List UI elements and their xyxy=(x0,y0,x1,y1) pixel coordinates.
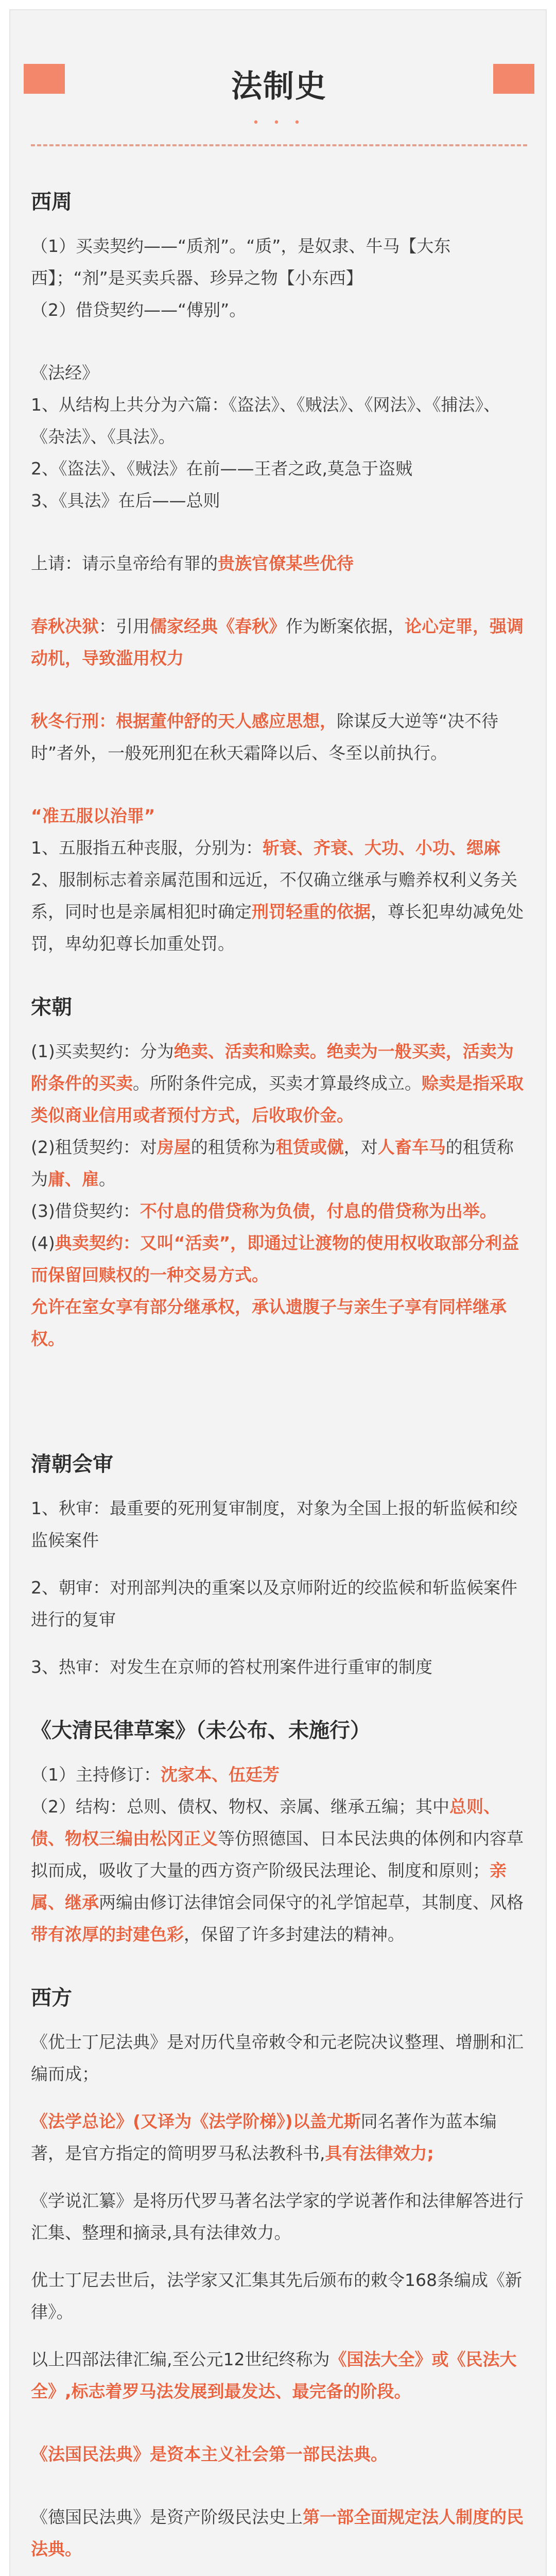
shangqing-paragraph xyxy=(31,548,525,580)
wufu-2-text-2: ，尊长犯卑幼减免处罚，卑幼犯尊长加重处罚。 xyxy=(31,902,524,954)
qing-item-3: 3、热审：对发生在京师的笞杖刑案件进行重审的制度 xyxy=(31,1657,432,1677)
header xyxy=(10,10,548,129)
section-heading-west: 西方 xyxy=(31,1986,72,2010)
song-item-5: 允许在室女享有部分继承权，承认遗腹子与亲生子享有同样继承权。 xyxy=(31,1297,507,1349)
shangqing-text: 上请：请示皇帝给有罪的 xyxy=(31,553,218,573)
wufu-title: “准五服以治罪” xyxy=(31,806,155,826)
song-2-hl-b: 租赁或僦 xyxy=(275,1137,344,1157)
wufu-1-highlight: 斩衰、齐衰、大功、小功、缌麻 xyxy=(263,838,500,858)
zhou-contract-1: （1）买卖契约——“质剂”。“质”，是奴隶、牛马【大东西】；“剂”是买卖兵器、珍异之物【小东西】 xyxy=(31,236,451,288)
daqing-item-1 xyxy=(31,1759,525,1791)
qiudong-paragraph xyxy=(31,705,525,769)
west-5-highlight: 《国法大全》或《民法大全》,标志着罗马法发展到最发达、最完备的阶段。 xyxy=(31,2349,517,2401)
song-2-text: (2)租赁契约：对 xyxy=(31,1137,157,1157)
song-2-text-e: 。 xyxy=(99,1169,116,1189)
wufu-item-1 xyxy=(31,832,525,864)
section-heading-song: 宋朝 xyxy=(31,995,72,1019)
daqing-2-hl-c: 带有浓厚的封建色彩 xyxy=(31,1924,184,1944)
song-1-text: (1)买卖契约：分为 xyxy=(31,1041,174,1061)
wufu-2-text: 2、服制标志着亲属范围和远近，不仅确立继承与赡养权利义务关系，同时也是亲属相犯时确定 xyxy=(31,870,517,922)
song-2-hl-c: 人畜车马 xyxy=(377,1137,446,1157)
qiudong-term: 秋冬行刑：根据董仲舒的天人感应思想， xyxy=(31,711,337,731)
chunqiu-text-2: 作为断案依据， xyxy=(286,616,405,636)
section-heading-zhou: 西周 xyxy=(31,190,72,214)
fajing-item-1: 1、从结构上共分为六篇：《盗法》、《贼法》、《网法》、《捕法》、《杂法》、《具法》。 xyxy=(31,395,500,447)
west-item-6: 《法国民法典》是资本主义社会第一部民法典。 xyxy=(31,2444,388,2464)
wufu-2-highlight: 刑罚轻重的依据 xyxy=(252,902,371,922)
daqing-2-text: （2）结构：总则、债权、物权、亲属、继承五编；其中 xyxy=(31,1797,449,1817)
section-heading-daqing: 《大清民律草案》（未公布、未施行） xyxy=(31,1719,371,1742)
west-item-7 xyxy=(31,2501,525,2565)
west-2-text: 同名著作为蓝本编著，是官方指定的简明罗马私法教科书, xyxy=(31,2111,497,2163)
song-1-text-2: 。所附条件完成，买卖才算最终成立。 xyxy=(133,1073,422,1093)
west-2-highlight-2: 具有法律效力; xyxy=(325,2143,434,2163)
daqing-2-text-c: 两编由修订法律馆会同保守的礼学馆起草，其制度、风格 xyxy=(99,1892,524,1912)
wufu-item-2 xyxy=(31,864,525,960)
west-item-5 xyxy=(31,2344,525,2408)
song-4-highlight: 典卖契约：又叫“活卖”，即通过让渡物的使用权收取部分利益而保留回赎权的一种交易方式。 xyxy=(31,1233,519,1285)
song-item-3 xyxy=(31,1195,525,1227)
song-2-hl-a: 房屋 xyxy=(157,1137,191,1157)
chunqiu-highlight: 论心定罪，强调动机，导致滥用权力 xyxy=(31,616,524,668)
daqing-2-text-d: ，保留了许多封建法的精神。 xyxy=(184,1924,405,1944)
chunqiu-text: ：引用 xyxy=(99,616,150,636)
west-2-highlight: 《法学总论》(又译为《法学阶梯》)以盖尤斯 xyxy=(31,2111,361,2131)
qing-item-2: 2、朝审：对刑部判决的重案以及京师附近的绞监候和斩监候案件进行的复审 xyxy=(31,1578,517,1630)
chunqiu-paragraph xyxy=(31,611,525,674)
west-item-2 xyxy=(31,2106,525,2170)
song-1-highlight: 绝卖、活卖和赊卖。绝卖为一般买卖，活卖为附条件的买卖 xyxy=(31,1041,514,1093)
page-title: 法制史 xyxy=(231,69,327,105)
song-3-text: (3)借贷契约： xyxy=(31,1201,140,1221)
song-item-1 xyxy=(31,1036,525,1131)
song-2-hl-d: 庸、雇 xyxy=(48,1169,99,1189)
section-heading-qing: 清朝会审 xyxy=(31,1452,113,1476)
fajing-item-2: 2、《盗法》、《贼法》在前——王者之政,莫急于盗贼 xyxy=(31,459,412,479)
daqing-2-text-b: 等仿照德国、日本民法典的体例和内容草拟而成，吸收了大量的西方资产阶级民法理论、制度和原则； xyxy=(31,1828,524,1880)
west-7-text: 《德国民法典》是资产阶级民法史上 xyxy=(31,2507,303,2527)
west-item-3: 《学说汇纂》是将历代罗马著名法学家的学说著作和法律解答进行汇集、整理和摘录,具有法律效力。 xyxy=(31,2191,524,2243)
qing-item-1: 1、秋审：最重要的死刑复审制度，对象为全国上报的斩监候和绞监候案件 xyxy=(31,1498,517,1550)
wufu-1-text: 1、五服指五种丧服，分别为： xyxy=(31,838,263,858)
song-2-text-c: ，对 xyxy=(343,1137,378,1157)
song-1-highlight-2: 赊卖是指采取类似商业信用或者预付方式，后收取价金。 xyxy=(31,1073,524,1125)
title-dots: • • • xyxy=(252,116,306,129)
daqing-1-text: （1）主持修订： xyxy=(31,1765,161,1785)
west-item-1: 《优士丁尼法典》是对历代皇帝敕令和元老院决议整理、增删和汇编而成； xyxy=(31,2032,524,2084)
song-item-2 xyxy=(31,1131,525,1195)
chunqiu-term: 春秋决狱 xyxy=(31,616,99,636)
dashed-divider xyxy=(31,144,527,146)
west-7-highlight: 第一部全面规定法人制度的民法典。 xyxy=(31,2507,524,2559)
zhou-contract-2: （2）借贷契约——“傅别”。 xyxy=(31,300,247,320)
chunqiu-source: 儒家经典《春秋》 xyxy=(150,616,286,636)
shangqing-highlight: 贵族官僚某些优待 xyxy=(218,553,354,573)
daqing-2-hl-a: 总则、债、物权三编由松冈正义 xyxy=(31,1797,500,1849)
qiudong-text: 除谋反大逆等“决不待时”者外，一般死刑犯在秋天霜降以后、冬至以前执行。 xyxy=(31,711,499,763)
daqing-2-hl-b: 亲属、继承 xyxy=(31,1860,507,1912)
fajing-item-3: 3、《具法》在后——总则 xyxy=(31,490,220,511)
daqing-1-highlight: 沈家本、伍廷芳 xyxy=(161,1765,280,1785)
west-item-4: 优士丁尼去世后，法学家又汇集其先后颁布的敕令168条编成《新律》。 xyxy=(31,2270,522,2322)
daqing-item-2 xyxy=(31,1791,525,1951)
fajing-title: 《法经》 xyxy=(31,363,99,383)
west-5-text: 以上四部法律汇编,至公元12世纪终称为 xyxy=(31,2349,330,2369)
song-item-4 xyxy=(31,1227,525,1291)
article-body xyxy=(31,185,525,2565)
song-4-text: (4) xyxy=(31,1233,55,1253)
song-2-text-b: 的租赁称为 xyxy=(190,1137,276,1157)
song-3-highlight: 不付息的借贷称为负债，付息的借贷称为出举。 xyxy=(140,1201,497,1221)
page-frame xyxy=(9,9,547,2576)
song-2-text-d: 的租赁称为 xyxy=(31,1137,514,1189)
